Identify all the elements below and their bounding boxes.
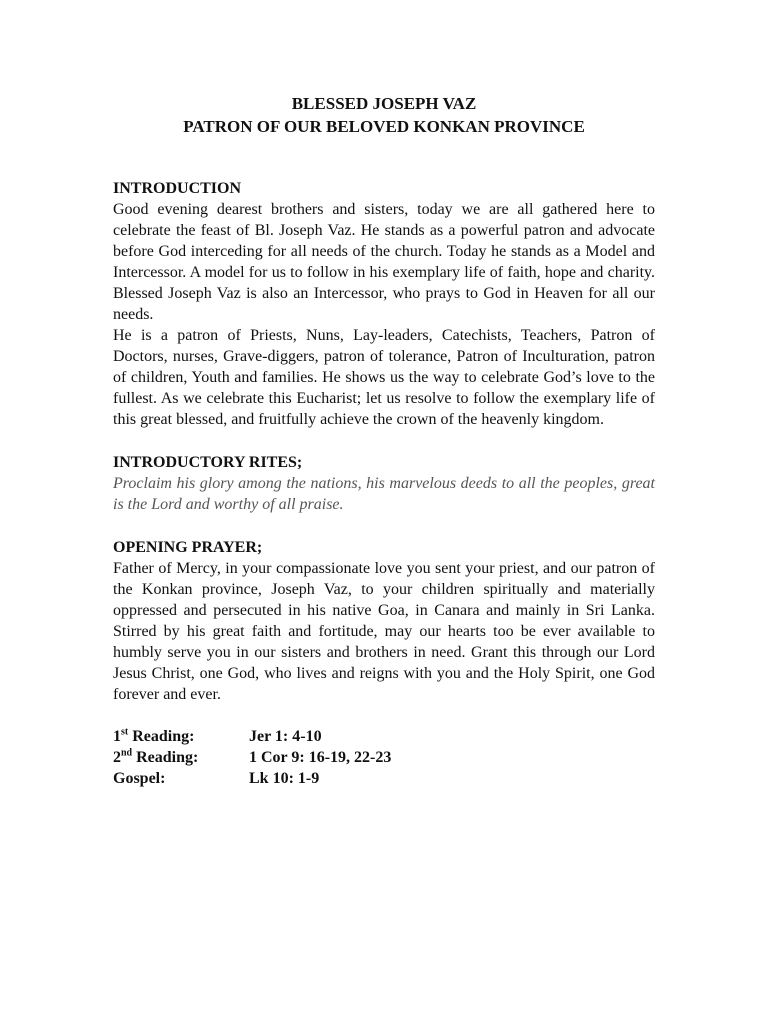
reading-reference: 1 Cor 9: 16-19, 22-23 [249,749,392,766]
document-title: BLESSED JOSEPH VAZ [291,94,477,113]
reading-row-first [113,726,655,747]
reading-number: 2 [113,749,121,766]
gospel-reference: Lk 10: 1-9 [249,770,320,787]
reading-row-second [113,747,655,768]
reading-label [113,747,249,768]
introduction-section [113,178,655,430]
introductory-rites-heading: INTRODUCTORY RITES; [113,454,303,471]
introduction-heading: INTRODUCTION [113,180,242,197]
introductory-rites-antiphon: Proclaim his glory among the nations, his marvelous deeds to all the peoples, great is the Lord and worthy of all praise. [113,475,655,513]
reading-label [113,726,249,747]
document-subtitle: PATRON OF OUR BELOVED KONKAN PROVINCE [183,117,585,136]
introduction-paragraph-2: He is a patron of Priests, Nuns, Lay-leaders, Catechists, Teachers, Patron of Doctors, nurses, Grave-diggers, patron of tolerance, Patron of Inculturation, patron of children, Youth and families. He shows us the way to celebrate God’s love to the fullest. As we celebrate this Eucharist; let us resolve to follow the exemplary life of this great blessed, and fruitfully achieve the crown of the heavenly kingdom. [113,327,655,428]
reading-ordinal-suffix: st [121,726,129,738]
gospel-label: Gospel: [113,770,166,787]
reading-label-text: Reading: [132,749,199,766]
opening-prayer-text: Father of Mercy, in your compassionate love you sent your priest, and our patron of the Konkan province, Joseph Vaz, to your children spiritually and materially oppressed and persecuted in his native Goa, in Canara and mainly in Sri Lanka. Stirred by his great faith and fortitude, may our hearts too be ever available to humbly serve you in our sisters and brothers in need. Grant this through our Lord Jesus Christ, one God, who lives and reigns with you and the Holy Spirit, one God forever and ever. [113,560,655,703]
reading-label-text: Reading: [128,728,195,745]
reading-ordinal-suffix: nd [121,747,133,759]
introductory-rites-section [113,452,655,515]
document-page [113,92,655,789]
reading-row-gospel [113,768,655,789]
reading-number: 1 [113,728,121,745]
readings-list [113,726,655,789]
introduction-paragraph-1: Good evening dearest brothers and sisters, today we are all gathered here to celebrate the feast of Bl. Joseph Vaz. He stands as a powerful patron and advocate before God interceding for all needs of the church. Today he stands as a Model and Intercessor. A model for us to follow in his exemplary life of faith, hope and charity. Blessed Joseph Vaz is also an Intercessor, who prays to God in Heaven for all our needs. [113,201,655,323]
opening-prayer-heading: OPENING PRAYER; [113,539,263,556]
opening-prayer-section [113,537,655,705]
reading-reference: Jer 1: 4-10 [249,728,322,745]
